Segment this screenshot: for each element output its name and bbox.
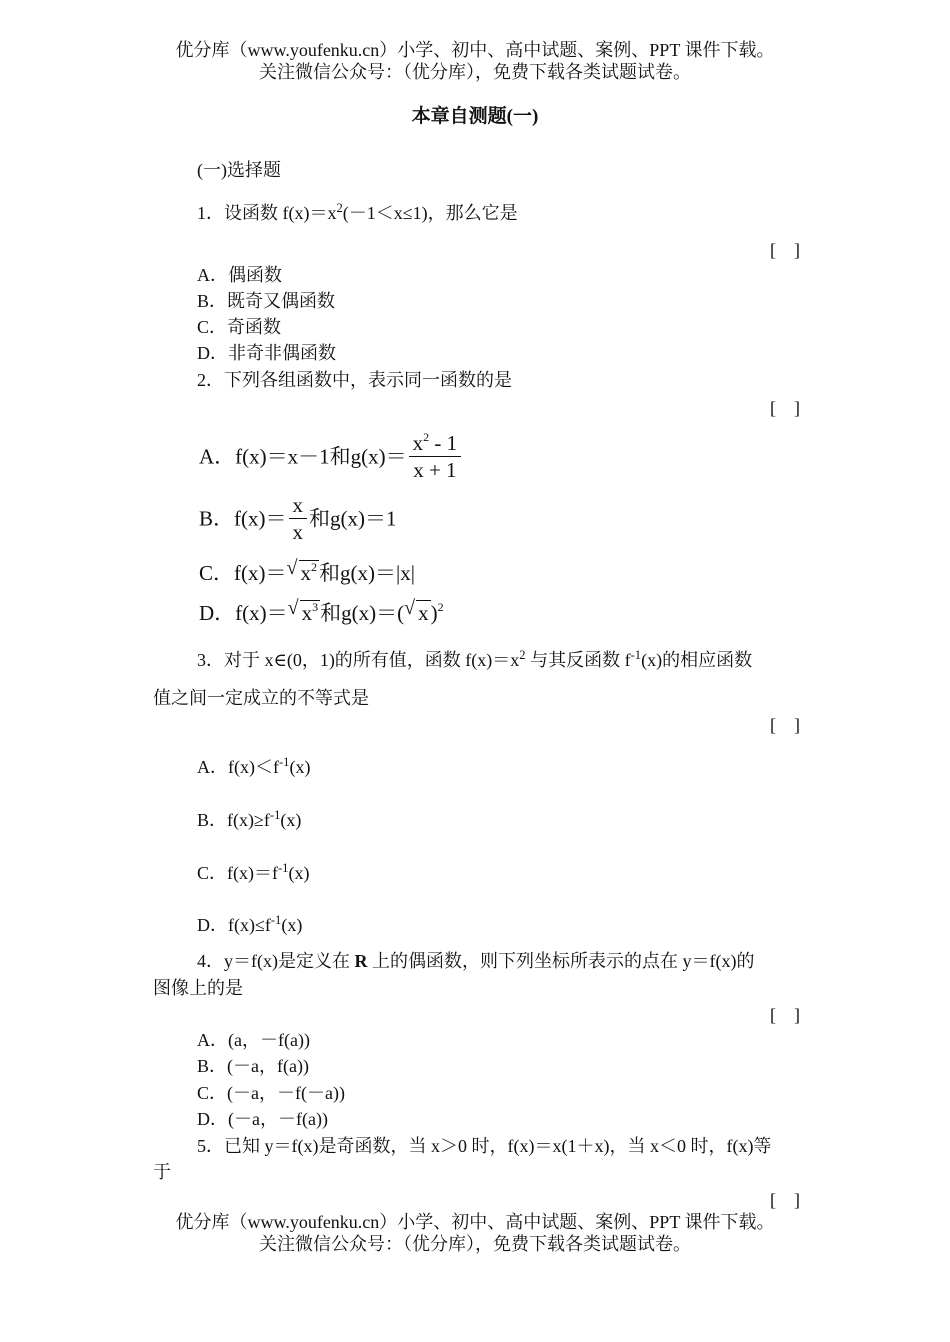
question-3-option-b: B．$f(x)\ge f^{-1}(x)$ — [197, 808, 302, 830]
fraction-a: $\frac{x^2 - 1}{x + 1}$ — [409, 430, 462, 484]
footer-line-2: 关注微信公众号：（优分库），免费下载各类试题试卷。 — [259, 1234, 691, 1254]
answer-bracket-5[interactable]: [ ] — [770, 1190, 800, 1210]
sqrt-d: √ $x^3$ — [287, 597, 319, 625]
question-2-option-b: B．f(x)＝ $\frac{x}{x}$ 和g(x)＝1 — [199, 493, 397, 545]
sqrt-d2: √ x — [404, 597, 429, 625]
header-line-2: 关注微信公众号：（优分库），免费下载各类试题试卷。 — [259, 62, 691, 82]
question-5-stem-line-1: 5．已知 y＝f(x)是奇函数，当 x＞0 时，f(x)＝x(1＋x)，当 x＜0 时，f(x)等 — [197, 1136, 772, 1156]
footer-line-1: 优分库（www.youfenku.cn）小学、初中、高中试题、案例、PPT 课件下载。 — [175, 1212, 775, 1232]
question-5-stem-line-2: 于 — [153, 1162, 171, 1182]
question-4-option-d: D．(－a，－f(a)) — [197, 1109, 328, 1129]
question-1-stem: 1．设函数 $f(x)=x^2(-1<x\le 1)$，那么它是 — [197, 201, 518, 223]
question-1-option-b: B．既奇又偶函数 — [197, 291, 336, 311]
question-1-option-c: C．奇函数 — [197, 317, 282, 337]
question-4-stem-line-1: 4．y＝f(x)是定义在 R 上的偶函数，则下列坐标所表示的点在 y＝f(x)的 — [197, 951, 755, 971]
question-3-option-c: C．$f(x)=f^{-1}(x)$ — [197, 861, 310, 883]
answer-bracket-3[interactable]: [ ] — [770, 715, 800, 735]
question-3-stem-line-2: 值之间一定成立的不等式是 — [153, 688, 369, 708]
answer-bracket-1[interactable]: [ ] — [770, 240, 800, 260]
question-4-option-b: B．(－a，f(a)) — [197, 1056, 309, 1076]
fraction-b: $\frac{x}{x}$ — [289, 492, 308, 546]
question-1-option-a: A．偶函数 — [197, 265, 282, 285]
question-1-option-d: D．非奇非偶函数 — [197, 343, 336, 363]
question-2-option-d: D．f(x)＝ √ $x^3$和g(x)＝( √ x)$^2$ — [199, 597, 444, 625]
question-2-stem: 2．下列各组函数中，表示同一函数的是 — [197, 370, 512, 390]
question-2-option-c: C．f(x)＝ √ $x^2$和g(x)＝|x| — [199, 557, 415, 585]
question-4-stem-line-2: 图像上的是 — [153, 978, 243, 998]
answer-bracket-4[interactable]: [ ] — [770, 1005, 800, 1025]
sqrt-c: √ $x^2$ — [286, 557, 317, 585]
page-title: 本章自测题(一) — [411, 106, 539, 127]
question-4-option-a: A．(a，－f(a)) — [197, 1030, 310, 1050]
answer-bracket-2[interactable]: [ ] — [770, 398, 800, 418]
section-heading: (一)选择题 — [197, 160, 281, 180]
question-3-option-d: D．$f(x)\le f^{-1}(x)$ — [197, 913, 303, 935]
question-4-option-c: C．(－a，－f(－a)) — [197, 1083, 345, 1103]
question-3-option-a: A．$f(x)<f^{-1}(x)$ — [197, 755, 311, 777]
question-3-stem-line-1: 3．对于 x∈(0，1)的所有值，函数 $f(x)=x^2$ 与其反函数 $f^{-1}(x)$的相应函数 — [197, 648, 753, 670]
header-line-1: 优分库（www.youfenku.cn）小学、初中、高中试题、案例、PPT 课件下载。 — [175, 40, 775, 60]
question-2-option-a: A．f(x)＝x－1和g(x)＝ $\frac{x^2 - 1}{x + 1}$ — [199, 430, 463, 484]
